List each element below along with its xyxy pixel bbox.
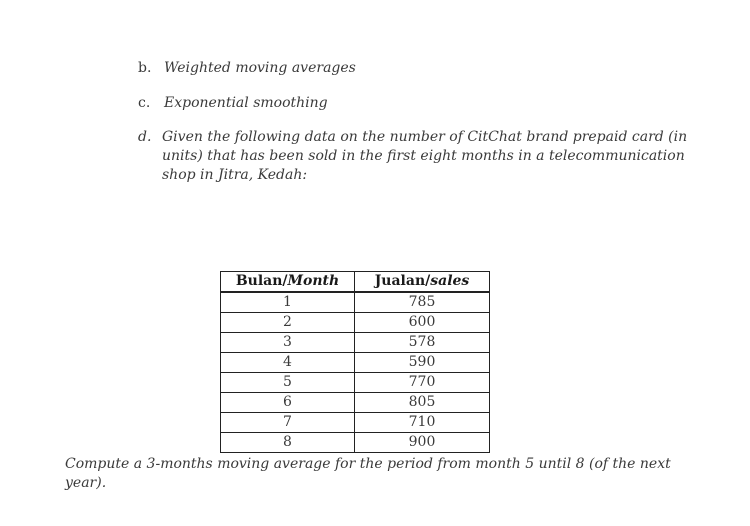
month-cell: 7 [221,413,355,433]
sales-cell: 770 [355,373,490,393]
question-line-2: year). [65,475,107,491]
header-sales-english: sales [430,273,470,289]
month-cell: 8 [221,433,355,453]
table-row [221,413,490,433]
item-b-letter: b. [138,60,152,76]
table-row [221,313,490,333]
item-c-letter: c. [138,95,151,111]
table-header-row [221,272,490,293]
table-row [221,393,490,413]
item-d [138,128,688,188]
item-d-text [162,128,688,185]
month-cell: 2 [221,313,355,333]
question-line-1: Compute a 3-months moving average for the period from month 5 until 8 (of the next [65,456,671,472]
month-cell: 3 [221,333,355,353]
sales-cell: 710 [355,413,490,433]
sales-table [220,271,490,453]
table-row [221,333,490,353]
month-cell: 5 [221,373,355,393]
table-row [221,292,490,313]
sales-cell: 590 [355,353,490,373]
header-sales-malay: Jualan/ [374,273,431,289]
sales-cell: 805 [355,393,490,413]
item-d-line-3: shop in Jitra, Kedah: [162,167,308,183]
table-row [221,353,490,373]
header-month-malay: Bulan/ [235,273,288,289]
month-cell: 6 [221,393,355,413]
item-d-line-1: Given the following data on the number of CitChat brand prepaid card (in [162,129,688,145]
month-cell: 1 [221,292,355,313]
sales-cell: 900 [355,433,490,453]
item-d-line-2: units) that has been sold in the first eight months in a telecommunication [162,148,685,164]
item-c-text: Exponential smoothing [164,95,328,111]
sales-cell: 600 [355,313,490,333]
header-month-english: Month [287,273,340,289]
table-row [221,433,490,453]
sales-cell: 785 [355,292,490,313]
header-sales [355,272,490,293]
header-month [221,272,355,293]
item-d-letter: d. [138,129,152,145]
item-b-text: Weighted moving averages [164,60,356,76]
sales-cell: 578 [355,333,490,353]
question-text [65,455,675,493]
month-cell: 4 [221,353,355,373]
table-row [221,373,490,393]
